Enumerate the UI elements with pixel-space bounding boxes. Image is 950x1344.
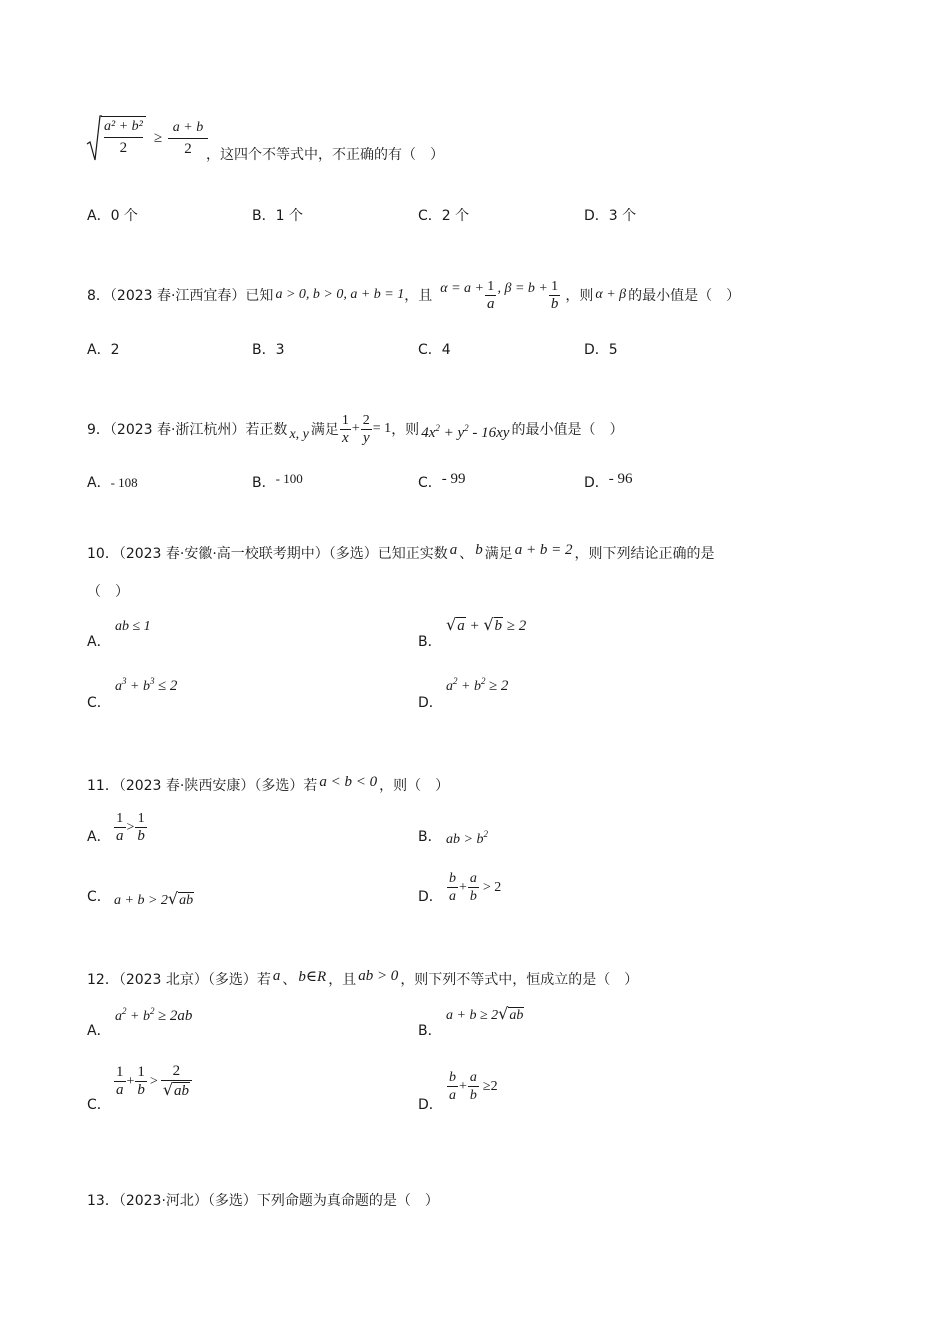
q12-d-ge-2: ≥2 — [482, 1078, 498, 1094]
q9-option-a-value: - 108 — [110, 475, 138, 490]
q12-option-c-expr[interactable] — [113, 1063, 193, 1100]
q12-c-gt: > — [149, 1073, 158, 1089]
q11-option-b-letter[interactable]: B． — [418, 829, 442, 845]
q10-condition: a + b = 2 — [514, 541, 573, 558]
q9-option-a-letter: A． — [87, 475, 111, 491]
q13-stem: 13．（2023·河北）（多选）下列命题为真命题的是（ ） — [87, 1193, 439, 1209]
q9-option-d[interactable] — [584, 472, 633, 492]
q8-condition: a > 0, b > 0, a + b = 1 — [275, 287, 405, 302]
q9-option-a[interactable] — [87, 472, 138, 492]
q12-option-a-expr[interactable]: $a^2 + b^2 \ge 2ab$ — [115, 1006, 193, 1024]
q7-sqrt-denominator: 2 — [104, 137, 143, 158]
q12-lead: 12．（2023 北京）（多选）若 — [87, 972, 271, 988]
q10-option-d-expr[interactable]: $a^2 + b^2 \ge 2$ — [446, 676, 509, 694]
q10-tail: ，则下列结论正确的是 — [574, 546, 715, 562]
q12-option-b-letter[interactable]: B． — [418, 1023, 442, 1039]
q11-option-c-letter[interactable]: C． — [87, 889, 111, 905]
q11-a-frac-1-over-a: $\frac{1}{a}$ — [116, 811, 124, 844]
q9-option-d-letter: D． — [584, 475, 609, 491]
q12-d-frac-a-over-b: $\frac{a}{b}$ — [469, 1070, 477, 1103]
q12-stem — [87, 966, 638, 992]
q12-c-frac-1-over-a: $\frac{1}{a}$ — [116, 1064, 124, 1098]
q8-stem — [87, 272, 740, 318]
q9-frac-2-over-y: $\frac{2}{y}$ — [362, 412, 370, 446]
q7-radical-sign — [86, 114, 102, 162]
q9-stem — [87, 406, 623, 452]
q12-mid: ，且 — [328, 972, 357, 988]
q8-option-d[interactable]: D．5 — [584, 342, 618, 358]
q12-c-frac-2-over-sqrt-ab: $\frac{2}{√ab}$ — [161, 1063, 192, 1100]
q11-d-plus: + — [459, 879, 467, 895]
q10-var-a: a — [449, 541, 458, 558]
q11-option-b-text: ab > b — [446, 832, 484, 847]
q7-rhs-numerator: a + b — [172, 120, 204, 135]
q9-option-c-value: - 99 — [441, 471, 466, 487]
q9-vars: x, y — [289, 427, 309, 442]
q12-option-b-text: a + b ≥ 2 — [446, 1008, 499, 1023]
q9-expr-tail: - 16xy — [472, 424, 510, 441]
q9-mid: 满足 — [310, 422, 339, 438]
q9-tail: 的最小值是（ ） — [511, 422, 624, 438]
q8-frac-1-over-b: $\frac{1}{b}$ — [550, 278, 559, 312]
q9-frac-1-over-x: $\frac{1}{x}$ — [341, 412, 349, 446]
q7-option-a[interactable]: A．0 个 — [87, 208, 138, 224]
q12-b-in-r: b∈R — [298, 968, 327, 985]
q7-option-d[interactable]: D．3 个 — [584, 208, 637, 224]
q9-option-c[interactable] — [418, 472, 466, 492]
q12-c-frac-1-over-b: $\frac{1}{b}$ — [137, 1064, 145, 1098]
q9-plus: + — [351, 421, 360, 436]
q7-option-c[interactable]: C．2 个 — [418, 208, 470, 224]
q12-c-plus: + — [126, 1073, 135, 1089]
q10-option-c-letter[interactable]: C． — [87, 695, 111, 711]
q11-condition: a < b < 0 — [319, 773, 378, 790]
q12-sep: 、 — [282, 972, 297, 988]
q11-option-c-expr[interactable]: a + b > 2√ab — [114, 889, 194, 908]
q11-tail: ，则（ ） — [379, 778, 450, 794]
q7-option-b[interactable]: B．1 个 — [252, 208, 303, 224]
q10-option-d-tail: ≥ 2 — [488, 678, 509, 694]
q8-then: ，则 — [565, 288, 594, 304]
q9-lead: 9．（2023 春·浙江杭州）若正数 — [87, 422, 288, 438]
q10-mid: 满足 — [484, 546, 513, 562]
q10-option-c-expr[interactable]: $a^3 + b^3 \le 2$ — [115, 676, 178, 694]
q10-option-b-expr[interactable]: √a + √b ≥ 2 — [446, 615, 527, 634]
q12-option-a-letter[interactable]: A． — [87, 1023, 111, 1039]
q9-option-d-value: - 96 — [608, 471, 633, 487]
q10-option-a-expr[interactable]: ab ≤ 1 — [115, 619, 151, 634]
q9-expression: $4x^2 + y^2 - 16xy$ — [421, 422, 510, 441]
q8-option-a[interactable]: A．2 — [87, 342, 120, 358]
q12-tail: ，则下列不等式中，恒成立的是（ ） — [400, 972, 639, 988]
q12-option-a-tail: ≥ 2ab — [157, 1008, 193, 1024]
q11-lead: 11．（2023 春·陕西安康）（多选）若 — [87, 778, 318, 794]
q11-stem — [87, 772, 449, 798]
q11-option-d-letter[interactable]: D． — [418, 889, 443, 905]
q8-option-b[interactable]: B．3 — [252, 342, 285, 358]
q12-option-b-expr[interactable]: a + b ≥ 2√ab — [446, 1004, 524, 1023]
q10-sep: 、 — [459, 546, 474, 562]
q11-option-b-expr[interactable]: ab > $b^2$ — [446, 829, 488, 847]
q11-a-gt: > — [126, 819, 135, 835]
q9-then: ，则 — [391, 422, 420, 438]
q11-option-a-letter[interactable]: A． — [87, 829, 111, 845]
q10-lead: 10．（2023 春·安徽·高一校联考期中）（多选）已知正实数 — [87, 546, 448, 562]
q8-tail: 的最小值是（ ） — [628, 288, 741, 304]
q8-lead: 8．（2023 春·江西宜春）已知 — [87, 288, 274, 304]
q10-option-d-letter[interactable]: D． — [418, 695, 443, 711]
q12-option-d-letter[interactable]: D． — [418, 1097, 443, 1113]
q12-option-c-letter[interactable]: C． — [87, 1097, 111, 1113]
q8-option-c[interactable]: C．4 — [418, 342, 451, 358]
q10-option-c-tail: ≤ 2 — [157, 678, 178, 694]
q10-option-b-letter[interactable]: B． — [418, 634, 442, 650]
q12-d-frac-b-over-a: $\frac{b}{a}$ — [449, 1070, 456, 1103]
q9-option-b-value: - 100 — [275, 471, 303, 486]
q10-var-b: b — [475, 541, 483, 558]
q12-var-a: a — [272, 967, 281, 984]
q9-option-b-letter: B． — [252, 475, 276, 491]
q8-alpha: α = a + — [440, 281, 484, 296]
q8-sum: α + β — [595, 287, 627, 302]
q11-option-a-expr[interactable] — [113, 810, 148, 845]
q8-frac-1-over-a: $\frac{1}{a}$ — [486, 278, 495, 312]
q11-d-frac-b-over-a: $\frac{b}{a}$ — [449, 871, 456, 904]
q7-relation: ≥ — [154, 130, 163, 146]
q9-option-c-letter: C． — [418, 475, 442, 491]
q10-stem — [87, 540, 715, 566]
q9-eq: = 1 — [372, 421, 392, 436]
q11-a-frac-1-over-b: $\frac{1}{b}$ — [137, 811, 145, 844]
q10-paren: （ ） — [87, 584, 129, 600]
q9-option-b[interactable] — [252, 472, 303, 492]
q7-sqrt-numerator: a² + b² — [104, 119, 143, 134]
q11-option-c-text: a + b > 2 — [114, 893, 168, 908]
q10-option-b-tail: ≥ 2 — [506, 618, 527, 634]
q8-beta: , β = b + — [497, 281, 548, 296]
q7-rhs-denominator: 2 — [168, 138, 208, 159]
q7-text: ，这四个不等式中，不正确的有（ ） — [206, 147, 444, 163]
q11-d-gt-2: > 2 — [482, 879, 502, 895]
q8-mid: ，且 — [404, 288, 433, 304]
q11-option-d-expr[interactable] — [446, 870, 501, 905]
q12-d-plus: + — [459, 1078, 467, 1094]
q12-option-d-expr[interactable] — [446, 1069, 498, 1104]
q10-option-a-letter[interactable]: A． — [87, 634, 111, 650]
q12-condition: ab > 0 — [358, 967, 399, 984]
q11-d-frac-a-over-b: $\frac{a}{b}$ — [469, 871, 477, 904]
